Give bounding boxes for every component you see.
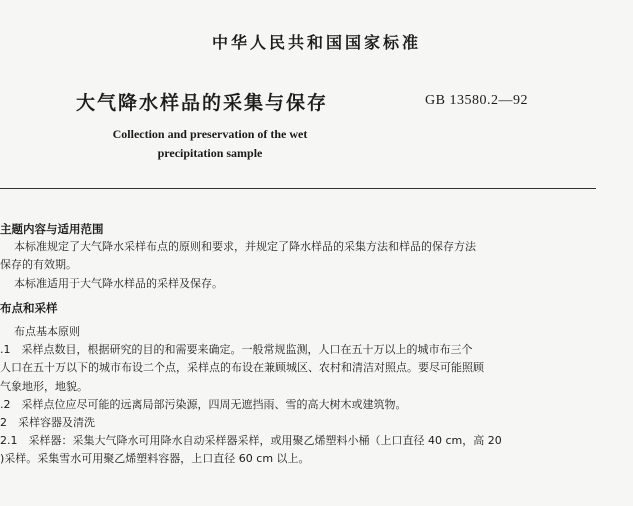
body-line: 2.1 采样器：采集大气降水可用降水自动采样器采样，或用聚乙烯塑料小桶（上口直径 40 cm，高 20 bbox=[0, 434, 502, 448]
body-line: 气象地形，地貌。 bbox=[0, 379, 88, 393]
body-line: 本标准适用于大气降水样品的采样及保存。 bbox=[14, 276, 223, 290]
body-line: 2 采样容器及清洗 bbox=[0, 415, 95, 429]
standard-number: GB 13580.2—92 bbox=[425, 93, 528, 108]
english-title bbox=[60, 125, 360, 163]
section-heading: 主题内容与适用范围 bbox=[0, 222, 104, 236]
header-divider bbox=[0, 188, 596, 189]
body-line: 本标准规定了大气降水采样布点的原则和要求，并规定了降水样品的采集方法和样品的保存方法 bbox=[14, 240, 476, 254]
body-line: .2 采样点位应尽可能的远离局部污染源，四周无遮挡雨、雪的高大树木或建筑物。 bbox=[0, 397, 407, 411]
body-line: 保存的有效期。 bbox=[0, 258, 77, 272]
document-title: 大气降水样品的采集与保存 bbox=[76, 92, 329, 114]
body-line: )采样。采集雪水可用聚乙烯塑料容器，上口直径 60 cm 以上。 bbox=[0, 452, 310, 466]
body-line: 布点基本原则 bbox=[14, 324, 80, 338]
body-line: .1 采样点数目，根据研究的目的和需要来确定。一般常规监测，人口在五十万以上的城市布三个 bbox=[0, 343, 473, 357]
english-title-line-1: Collection and preservation of the wet bbox=[112, 127, 308, 141]
national-standard-header: 中华人民共和国国家标准 bbox=[211, 33, 421, 52]
english-title-line-2: precipitation sample bbox=[157, 146, 263, 160]
body-line: 人口在五十万以下的城市布设二个点，采样点的布设在兼顾城区、农村和清洁对照点。要尽可能照顾 bbox=[0, 361, 484, 375]
section-heading: 布点和采样 bbox=[0, 300, 58, 315]
document-body bbox=[0, 220, 633, 468]
